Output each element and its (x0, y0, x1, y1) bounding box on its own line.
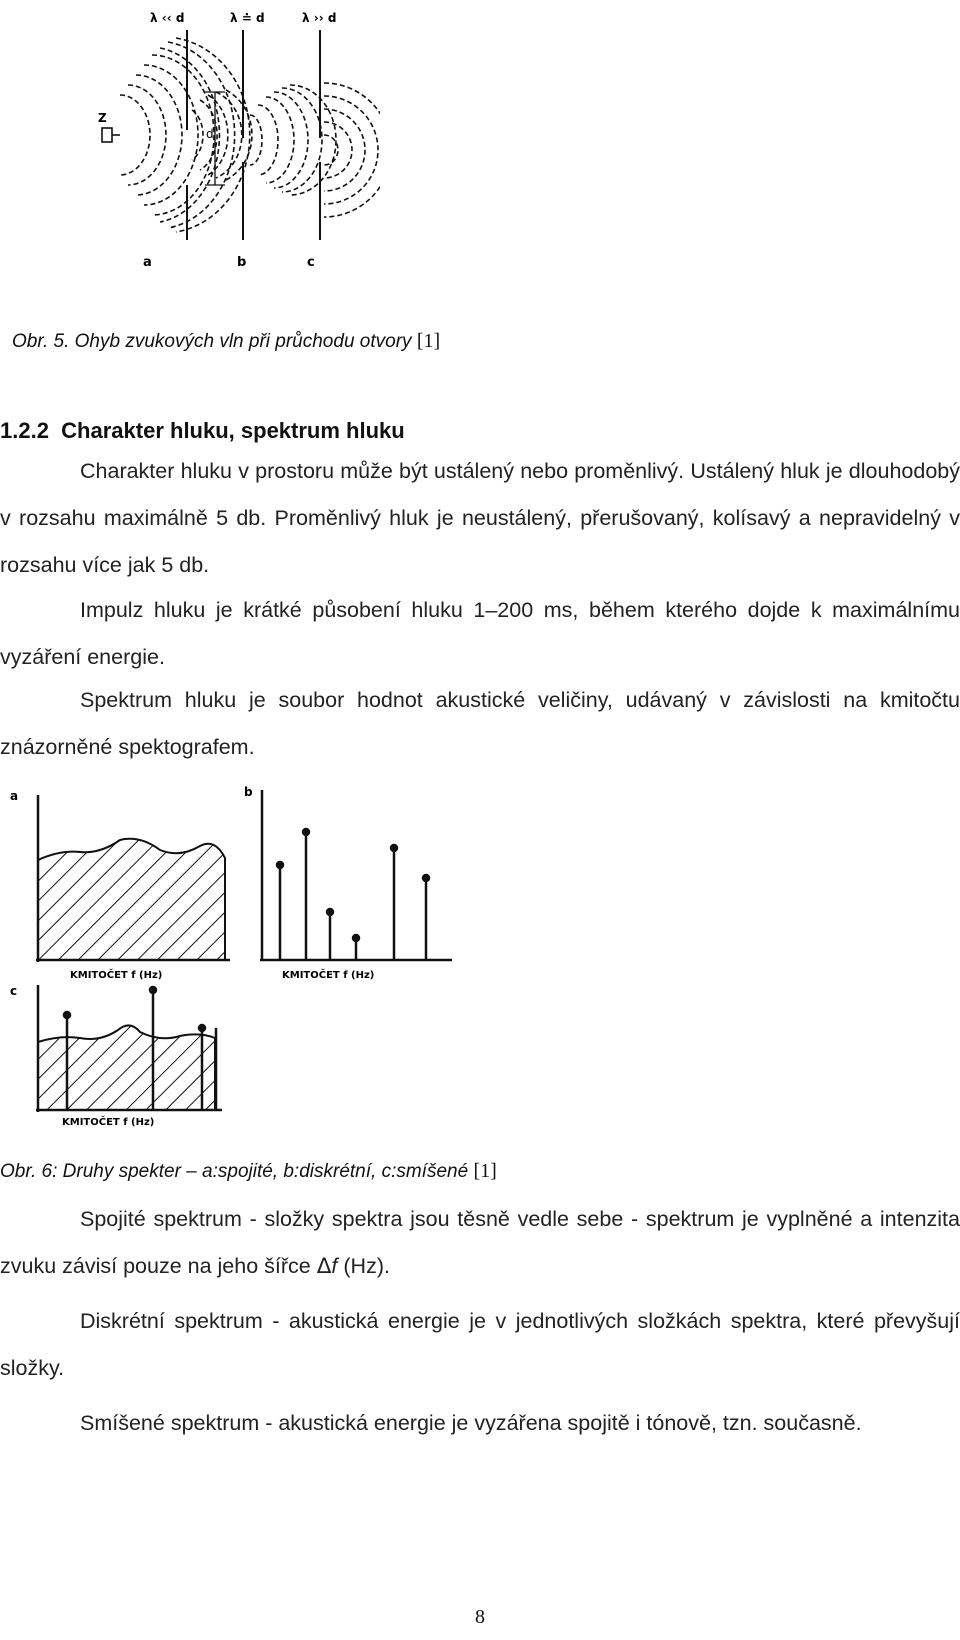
section-number: 1.2.2 (0, 418, 49, 443)
frequency-variable: f (331, 1254, 338, 1278)
paragraph-noise-character: Charakter hluku v prostoru může být ustálený nebo proměnlivý. Ustálený hluk je dlouhodobý v rozsahu maximálně 5 db. Proměnlivý hluk je neustálený, přerušovaný, kolísavý a nepravidelný v rozsahu více jak 5 db. (0, 459, 960, 577)
definition-continuous-unit: (Hz). (337, 1254, 390, 1278)
figure-6-spectra-drawing (0, 780, 470, 1150)
definition-mixed-spectrum: Smíšené spektrum - akustická energie je vyzářena spojitě i tónově, tzn. současně. (80, 1411, 862, 1435)
label-source-z: Z (98, 111, 107, 125)
delta-symbol: Δ (316, 1254, 332, 1279)
panel-c-mixed (36, 985, 222, 1112)
figure-6-caption-text: Obr. 6: Druhy spekter – a:spojité, b:diskrétní, c:smíšené (0, 1161, 474, 1182)
label-lambda-big: λ ›› d (302, 11, 337, 25)
figure-5-caption-ref: [1] (416, 330, 441, 352)
panel-b-label: b (244, 785, 253, 799)
panel-b-axis-label: KMITOČET f (Hz) (282, 970, 375, 981)
figure-5-caption-text: Obr. 5. Ohyb zvukových vln při průchodu otvory (12, 331, 417, 352)
panel-a-label: a (10, 789, 19, 803)
panel-b-discrete (260, 790, 452, 960)
label-part-c: c (307, 255, 315, 270)
panel-c-axis-label: KMITOČET f (Hz) (62, 1117, 155, 1128)
panel-a-axis-label: KMITOČET f (Hz) (70, 970, 163, 981)
definition-continuous-text: Spojité spektrum - složky spektra jsou těsně vedle sebe - spektrum je vyplněné a intenzita zvuku závisí pouze na jeho šířce (0, 1207, 960, 1278)
label-part-a: a (143, 255, 152, 270)
label-lambda-equal: λ ≐ d (230, 11, 265, 25)
paragraph-noise-impulse: Impulz hluku je krátké působení hluku 1–200 ms, během kterého dojde k maximálnímu vyzáření energie. (0, 598, 960, 669)
figure-6-caption-ref: [1] (473, 1160, 497, 1182)
section-heading (0, 418, 405, 444)
label-part-b: b (237, 255, 247, 270)
panel-c-label: c (10, 984, 18, 998)
figure-5-caption (12, 330, 440, 353)
figure-6-caption (0, 1160, 497, 1183)
label-lambda-small: λ ‹‹ d (150, 11, 185, 25)
figure-5-diffraction-drawing (80, 0, 380, 285)
paragraph-noise-spectrum: Spektrum hluku je soubor hodnot akustické veličiny, udávaný v závislosti na kmitočtu znázorněné spektografem. (0, 688, 960, 759)
definition-continuous-spectrum (0, 1196, 960, 1290)
page-number: 8 (475, 1606, 485, 1628)
definition-discrete-spectrum: Diskrétní spektrum - akustická energie je v jednotlivých složkách spektra, které převyšují složky. (0, 1309, 960, 1380)
label-dimension-d: d (206, 127, 214, 141)
panel-a-continuous (36, 795, 230, 962)
section-title: Charakter hluku, spektrum hluku (61, 418, 405, 443)
